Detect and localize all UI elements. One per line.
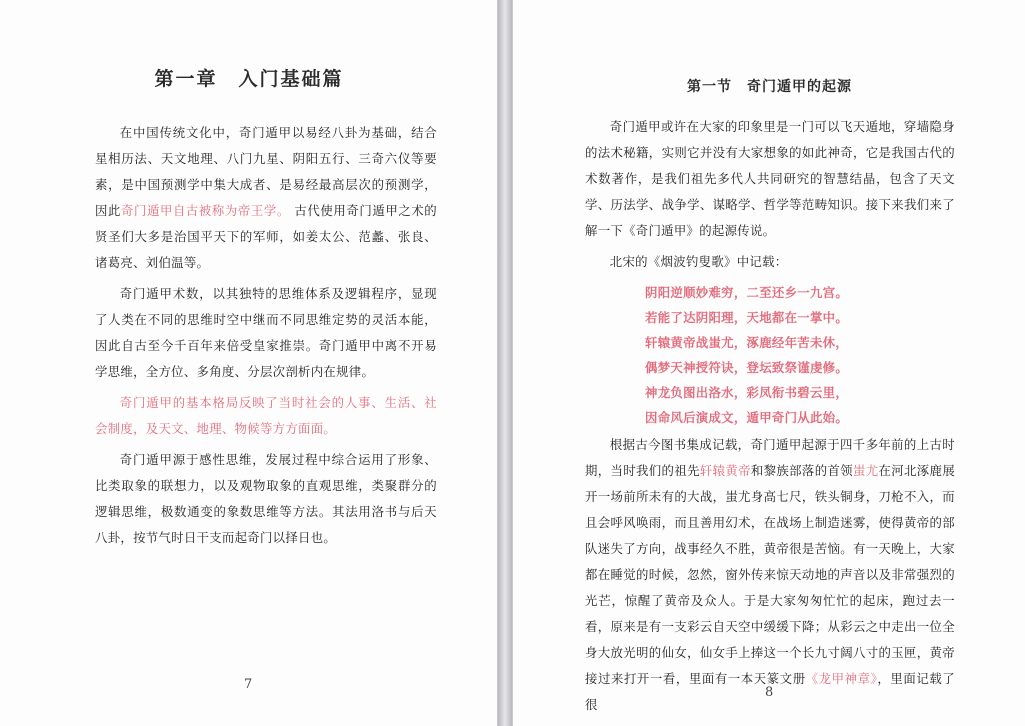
highlighted-text: 奇门遁甲自古被称为帝王学。 <box>120 203 290 218</box>
left-page <box>0 0 498 726</box>
book-gutter <box>498 0 512 726</box>
poem-line: 神龙负图出洛水，彩凤衔书碧云里， <box>645 385 849 400</box>
paragraph <box>95 390 437 442</box>
poem-line: 轩辕黄帝战蚩尤，涿鹿经年苦未休， <box>645 335 849 350</box>
chapter-title: 第一章 入门基础篇 <box>154 68 344 90</box>
text-segment: ，里面记载了很 <box>585 671 955 712</box>
poem-line: 偶梦天神授符诀，登坛致祭谨虔修。 <box>645 360 849 375</box>
highlighted-text: 蚩尤 <box>852 463 879 478</box>
highlighted-text: 轩辕黄帝 <box>699 463 751 478</box>
page-number-left: 7 <box>244 677 253 692</box>
paragraph <box>95 447 437 551</box>
text-segment: 奇门遁甲或许在大家的印象里是一门可以飞天遁地，穿墙隐身的法术秘籍，实则它并没有大家想象的如此神奇，它是我国古代的术数著作，是我们祖先多代人共同研究的智慧结晶，包含了天文学、历法学、战争学、谋略学、哲学等范畴知识。接下来我们来了解一下《奇门遁甲》的起源传说。 <box>585 119 955 238</box>
poem-block <box>585 280 955 430</box>
paragraph <box>585 249 955 275</box>
highlighted-text: 《龙甲神章》 <box>805 671 878 686</box>
poem-line: 若能了达阴阳理，天地都在一掌中。 <box>645 310 849 325</box>
paragraph <box>95 281 437 385</box>
right-page-body <box>585 114 955 723</box>
text-segment: 奇门遁甲源于感性思维，发展过程中综合运用了形象、比类取象的联想力，以及观物取象的直观思维，类聚群分的逻辑思维，极数通变的象数思维等方法。其法用洛书与后天八卦，按节气时日干支而起奇门以择日也。 <box>95 452 437 545</box>
poem-line: 因命风后演成文，遁甲奇门从此始。 <box>645 410 849 425</box>
text-segment: 根据古今图书集成记载，奇门遁甲起源于四千多年前的上古时期，当时我们的祖先 <box>585 437 955 478</box>
text-segment: 奇门遁甲术数，以其独特的思维体系及逻辑程序，显现了人类在不同的思维时空中继而不同思维定势的灵活本能，因此自古至今千百年来倍受皇家推崇。奇门遁甲中离不开易学思维，全方位、多角度、分层次剖析内在规律。 <box>95 286 437 379</box>
paragraph <box>585 114 955 244</box>
poem-line: 阴阳逆顺妙难穷，二至还乡一九宫。 <box>645 285 849 300</box>
paragraph <box>585 432 955 718</box>
text-segment: 古代使用奇门遁甲之术的贤圣们大多是治国平天下的军师，如姜太公、范蠡、张良、诸葛亮、刘伯温等。 <box>95 203 437 270</box>
left-page-body <box>95 120 437 556</box>
right-page <box>512 0 1025 726</box>
text-segment: 北宋的《烟波钓叟歌》中记载： <box>609 254 788 269</box>
section-title: 第一节 奇门遁甲的起源 <box>687 79 852 95</box>
paragraph <box>95 120 437 276</box>
text-segment: 在中国传统文化中，奇门遁甲以易经八卦为基础，结合星相历法、天文地理、八门九星、阴阳五行、三奇六仪等要素，是中国预测学中集大成者、是易经最高层次的预测学，因此 <box>95 125 437 218</box>
highlighted-text: 奇门遁甲的基本格局反映了当时社会的人事、生活、社会制度，及天文、地理、物候等方方面面。 <box>95 395 437 436</box>
text-segment: 和黎族部落的首领 <box>750 463 853 478</box>
text-segment: 在河北涿鹿展开一场前所未有的大战，蚩尤身高七尺，铁头铜身，刀枪不入，而且会呼风唤雨，而且善用幻术，在战场上制造迷雾，使得黄帝的部队迷失了方向，战事经久不胜，黄帝很是苦恼。有一天晚上，大家都在睡觉的时候，忽然，窗外传来惊天动地的声音以及非常强烈的光芒，惊醒了黄帝及众人。于是大家匆匆忙忙的起床，跑过去一看，原来是有一支彩云自天空中缓缓下降；从彩云之中走出一位全身大放光明的仙女，仙女手上捧这一个长九寸阔八寸的玉匣，黄帝接过来打开一看，里面有一本天篆文册 <box>585 463 956 686</box>
page-number-right: 8 <box>765 685 774 700</box>
